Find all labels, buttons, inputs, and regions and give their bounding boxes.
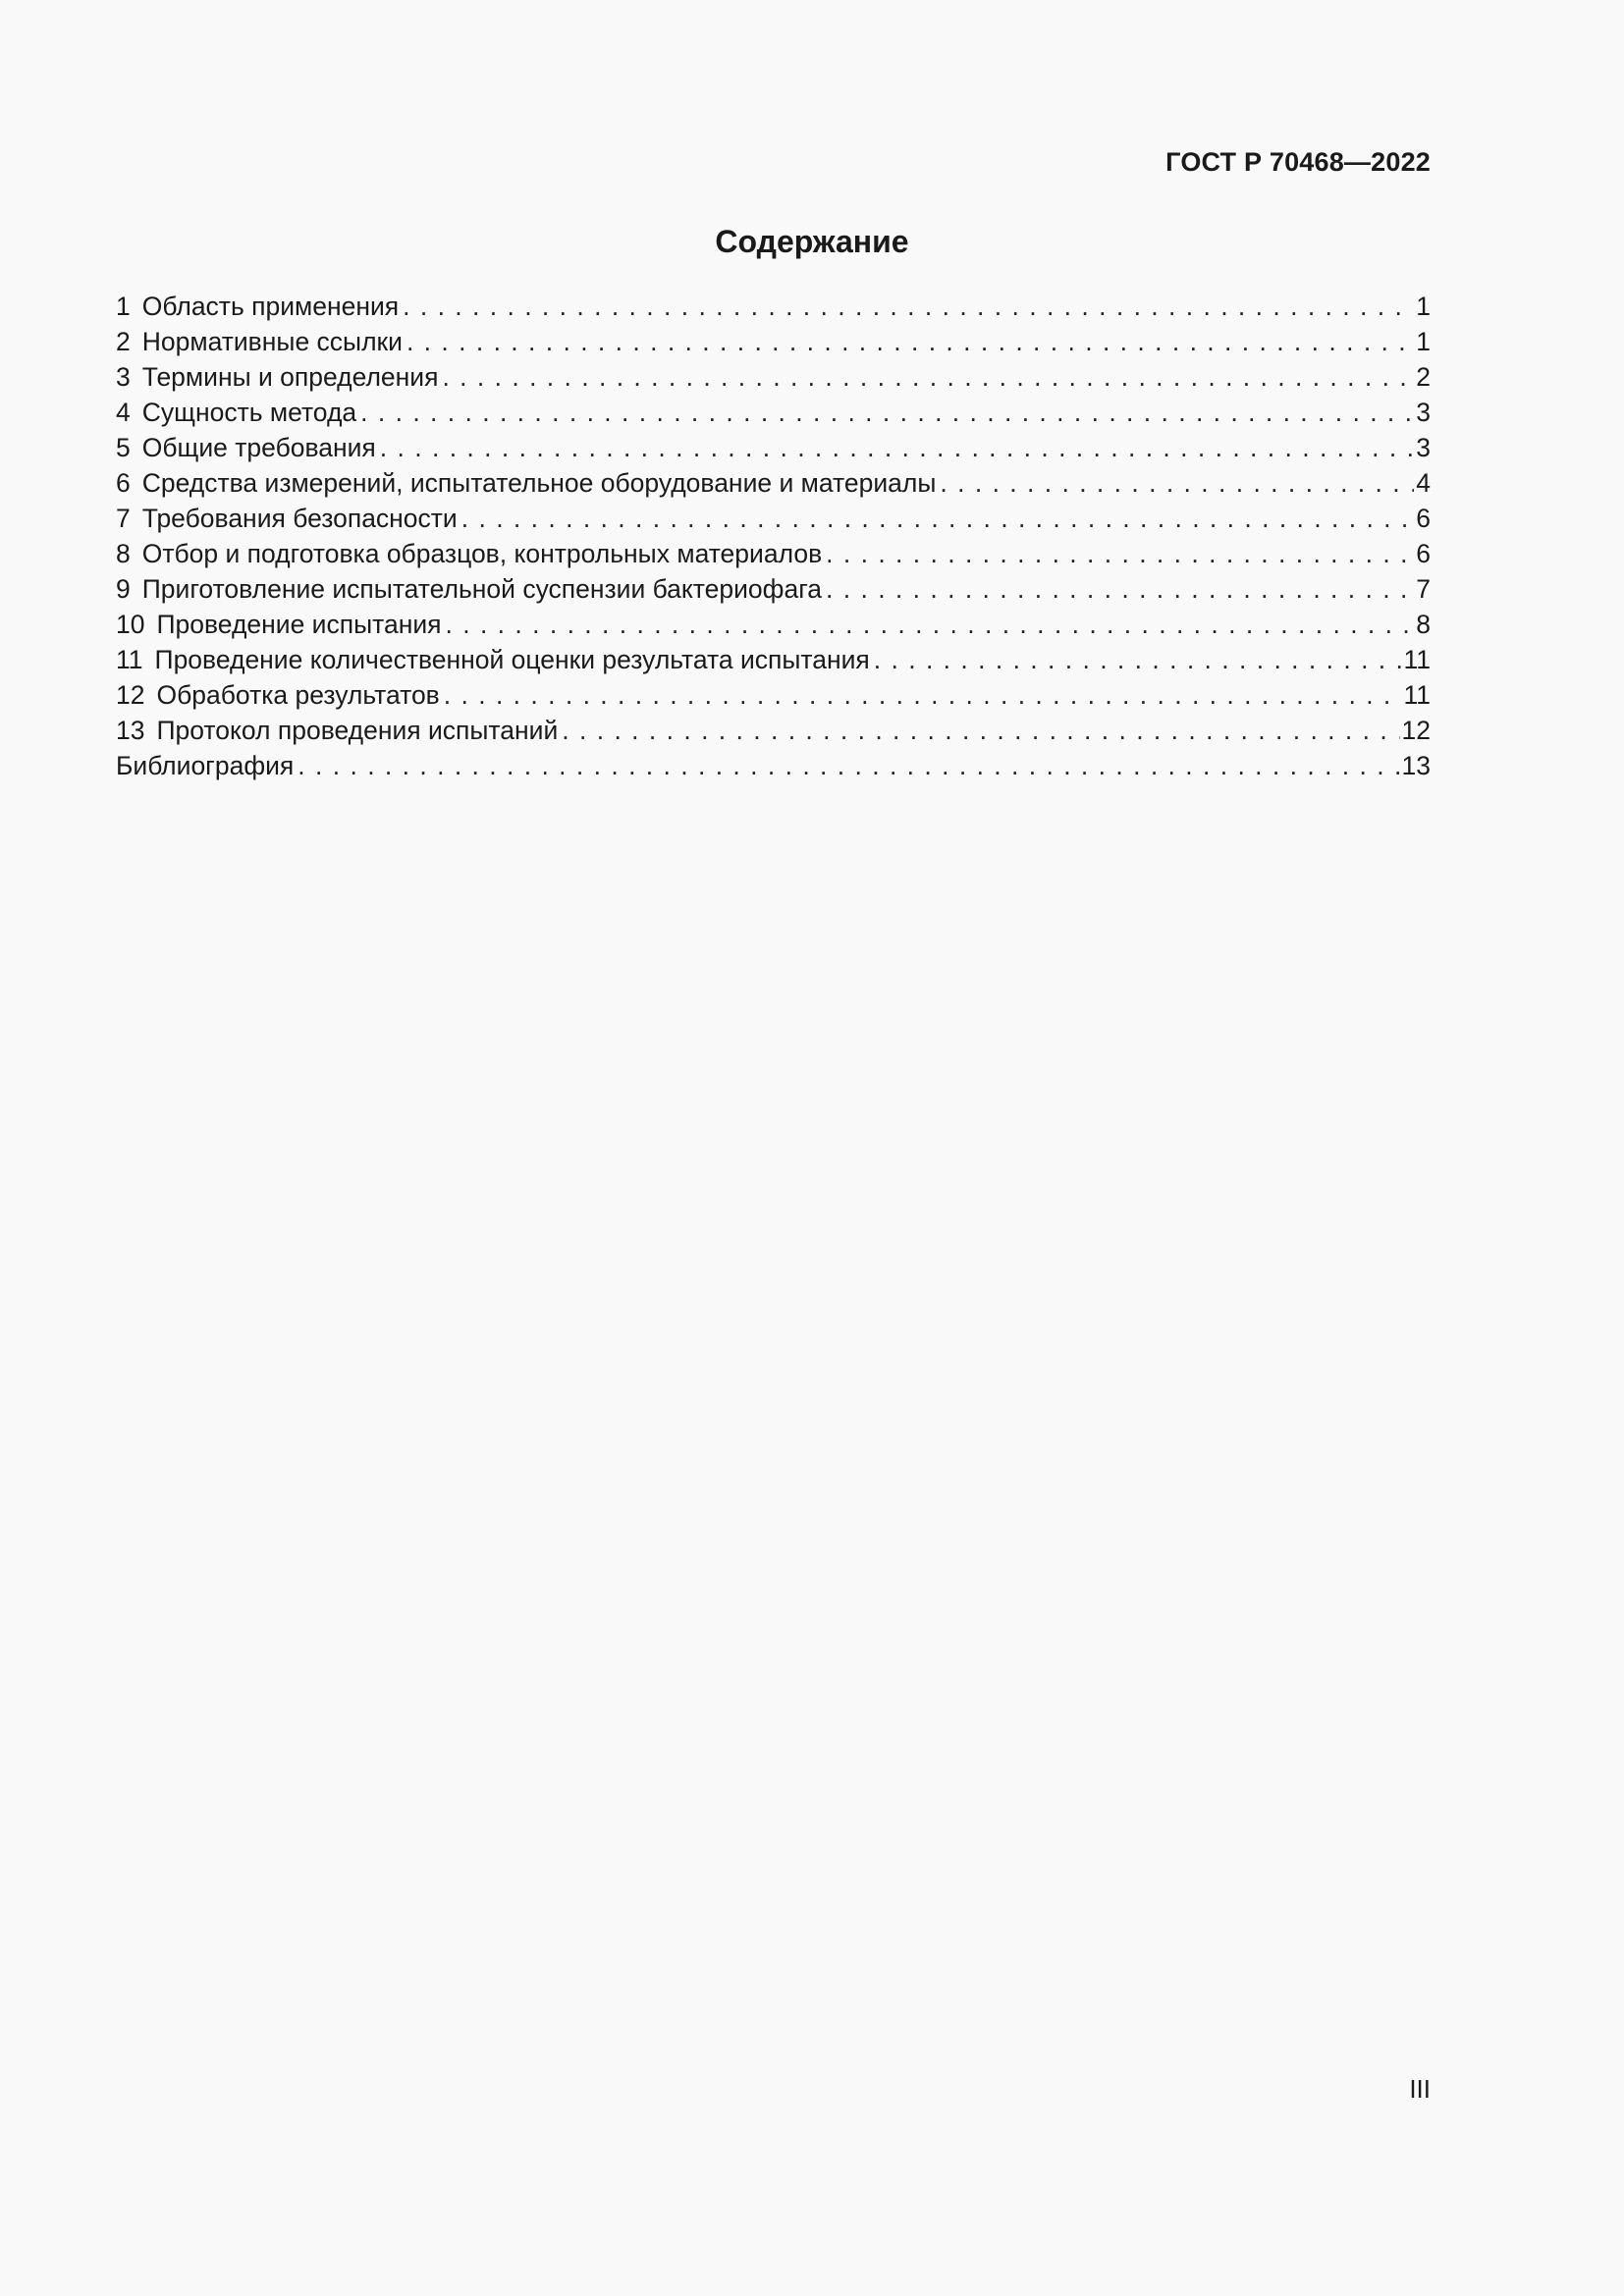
- toc-entry-title: Приготовление испытательной суспензии бактериофага: [141, 574, 823, 604]
- toc-entry-title: Сущность метода: [141, 398, 357, 427]
- toc-entry[interactable]: [116, 501, 1431, 536]
- toc-entry-number: 12: [116, 680, 145, 710]
- toc-entry-title: Область применения: [141, 292, 400, 321]
- dot-leader: [446, 607, 1415, 642]
- toc-entry-number: 4: [116, 398, 131, 427]
- toc-entry-title: Отбор и подготовка образцов, контрольных материалов: [141, 539, 823, 568]
- toc-entry-number: 2: [116, 327, 131, 356]
- dot-leader: [444, 677, 1402, 713]
- toc-title: Содержание: [715, 224, 909, 259]
- dot-leader: [940, 465, 1414, 501]
- toc-entry-page: 11: [1403, 645, 1431, 674]
- toc-entry-page: 3: [1416, 433, 1431, 462]
- toc-entry[interactable]: [116, 430, 1431, 465]
- toc-entry-title: Проведение испытания: [156, 610, 442, 639]
- dot-leader: [826, 571, 1414, 607]
- toc-entry[interactable]: [116, 465, 1431, 501]
- toc-entry-number: 7: [116, 504, 131, 533]
- toc-entry-title: Библиография: [116, 751, 295, 780]
- toc-entry-bibliography[interactable]: [116, 748, 1431, 783]
- toc-entry-page: 1: [1416, 327, 1431, 356]
- toc-entry-page: 12: [1401, 716, 1431, 745]
- toc-entry-number: 8: [116, 539, 131, 568]
- dot-leader: [298, 748, 1399, 783]
- toc-entry-number: 6: [116, 468, 131, 498]
- table-of-contents: [116, 289, 1431, 783]
- dot-leader: [380, 430, 1414, 465]
- dot-leader: [442, 359, 1414, 395]
- toc-entry-title: Термины и определения: [141, 362, 439, 392]
- toc-entry-page: 2: [1416, 362, 1431, 392]
- toc-entry-number: 9: [116, 574, 131, 604]
- toc-entry[interactable]: [116, 677, 1431, 713]
- toc-entry-number: 10: [116, 610, 145, 639]
- toc-entry-title: Нормативные ссылки: [141, 327, 403, 356]
- toc-entry[interactable]: [116, 607, 1431, 642]
- toc-entry-page: 7: [1416, 574, 1431, 604]
- toc-entry-page: 13: [1401, 751, 1431, 780]
- toc-entry-number: 1: [116, 292, 131, 321]
- toc-entry-title: Обработка результатов: [156, 680, 440, 710]
- toc-entry-number: 11: [116, 645, 143, 674]
- toc-entry[interactable]: [116, 713, 1431, 748]
- toc-entry[interactable]: [116, 536, 1431, 571]
- dot-leader: [562, 713, 1399, 748]
- toc-entry-title: Общие требования: [141, 433, 376, 462]
- toc-entry[interactable]: [116, 571, 1431, 607]
- dot-leader: [360, 395, 1414, 430]
- toc-entry-number: 3: [116, 362, 131, 392]
- dot-leader: [406, 324, 1414, 359]
- toc-entry-title: Проведение количественной оценки результата испытания: [154, 645, 870, 674]
- toc-entry-title: Протокол проведения испытаний: [156, 716, 559, 745]
- dot-leader: [461, 501, 1415, 536]
- dot-leader: [403, 289, 1414, 324]
- toc-entry-number: 13: [116, 716, 145, 745]
- toc-entry-page: 1: [1416, 292, 1431, 321]
- toc-entry-page: 3: [1416, 398, 1431, 427]
- toc-entry[interactable]: [116, 324, 1431, 359]
- dot-leader: [826, 536, 1414, 571]
- toc-entry-page: 8: [1416, 610, 1431, 639]
- dot-leader: [874, 642, 1402, 677]
- toc-entry[interactable]: [116, 359, 1431, 395]
- toc-entry[interactable]: [116, 395, 1431, 430]
- toc-entry-page: 6: [1416, 504, 1431, 533]
- toc-entry[interactable]: [116, 289, 1431, 324]
- toc-entry-title: Требования безопасности: [141, 504, 458, 533]
- document-code: ГОСТ Р 70468—2022: [1165, 147, 1431, 177]
- toc-entry-number: 5: [116, 433, 131, 462]
- toc-entry[interactable]: [116, 642, 1431, 677]
- toc-entry-title: Средства измерений, испытательное оборудование и материалы: [141, 468, 937, 498]
- toc-entry-page: 11: [1403, 680, 1431, 710]
- toc-entry-page: 6: [1416, 539, 1431, 568]
- toc-entry-page: 4: [1416, 468, 1431, 498]
- page-number: III: [1409, 2074, 1431, 2104]
